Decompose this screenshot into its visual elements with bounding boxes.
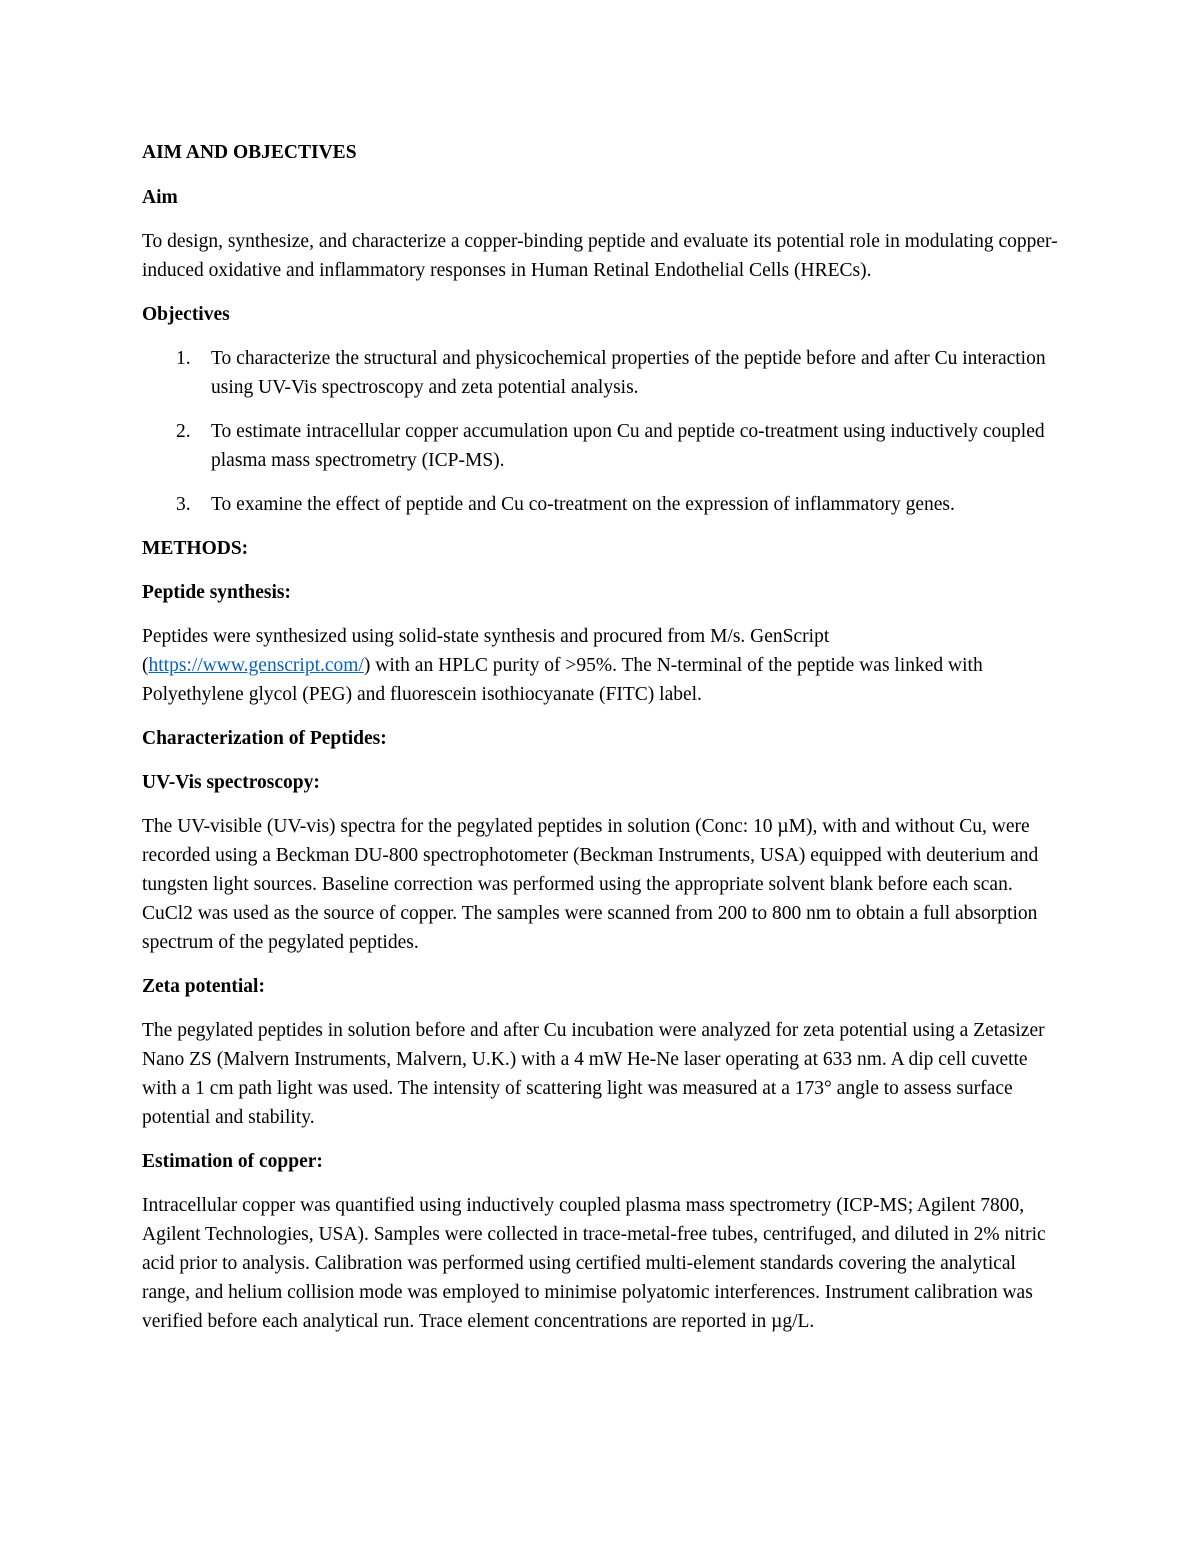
aim-text: To design, synthesize, and characterize a copper-binding peptide and evaluate its potential role in modulating copper-induced oxidative and inflammatory responses in Human Retinal Endothelial Cells (HRECs). [142, 231, 1058, 281]
peptide-synthesis-text-start: Peptides were synthesized using solid-state synthesis and procured from M/s. GenScript ( [142, 626, 830, 676]
list-item-text: To characterize the structural and physicochemical properties of the peptide before and after Cu interaction using UV-Vis spectroscopy and zeta potential analysis. [211, 348, 1046, 398]
genscript-link[interactable]: https://www.genscript.com/ [148, 655, 364, 676]
copper-heading: Estimation of copper: [142, 1151, 323, 1172]
list-item [142, 490, 1062, 519]
copper-text: Intracellular copper was quantified using inductively coupled plasma mass spectrometry (ICP-MS; Agilent 7800, Agilent Technologies, USA). Samples were collected in trace-metal-free tubes, centrifuged, and diluted in 2% nitric acid prior to analysis. Calibration was performed using certified multi-element standards covering the analytical range, and helium collision mode was employed to minimise polyatomic interferences. Instrument calibration was verified before each analytical run. Trace element concentrations are reported in µg/L. [142, 1195, 1046, 1332]
list-item-text: To estimate intracellular copper accumulation upon Cu and peptide co-treatment using inductively coupled plasma mass spectrometry (ICP-MS). [211, 421, 1045, 471]
peptide-synthesis-heading: Peptide synthesis: [142, 582, 291, 603]
zeta-text: The pegylated peptides in solution before and after Cu incubation were analyzed for zeta potential using a Zetasizer Nano ZS (Malvern Instruments, Malvern, U.K.) with a 4 mW He-Ne laser operating at 633 nm. A dip cell cuvette with a 1 cm path light was used. The intensity of scattering light was measured at a 173° angle to assess surface potential and stability. [142, 1020, 1045, 1128]
list-item-number: 1. [176, 348, 191, 369]
main-heading: AIM AND OBJECTIVES [142, 142, 357, 163]
list-item-number: 2. [176, 421, 191, 442]
objectives-heading: Objectives [142, 304, 230, 325]
methods-heading: METHODS: [142, 538, 249, 559]
uv-vis-heading: UV-Vis spectroscopy: [142, 772, 320, 793]
zeta-heading: Zeta potential: [142, 976, 265, 997]
objectives-list [142, 344, 1062, 519]
document-page [142, 138, 1062, 1336]
list-item [142, 417, 1062, 475]
list-item-number: 3. [176, 494, 191, 515]
aim-heading: Aim [142, 187, 178, 208]
peptide-synthesis-text [142, 622, 1062, 709]
list-item [142, 344, 1062, 402]
characterization-heading: Characterization of Peptides: [142, 728, 387, 749]
list-item-text: To examine the effect of peptide and Cu co-treatment on the expression of inflammatory genes. [211, 494, 955, 515]
uv-vis-text: The UV-visible (UV-vis) spectra for the pegylated peptides in solution (Conc: 10 µM), with and without Cu, were recorded using a Beckman DU-800 spectrophotometer (Beckman Instruments, USA) equipped with deuterium and tungsten light sources. Baseline correction was performed using the appropriate solvent blank before each scan. CuCl2 was used as the source of copper. The samples were scanned from 200 to 800 nm to obtain a full absorption spectrum of the pegylated peptides. [142, 816, 1039, 953]
peptide-synthesis-text-end: ) with an HPLC purity of >95%. The N-terminal of the peptide was linked with Polyethylene glycol (PEG) and fluorescein isothiocyanate (FITC) label. [142, 655, 983, 705]
